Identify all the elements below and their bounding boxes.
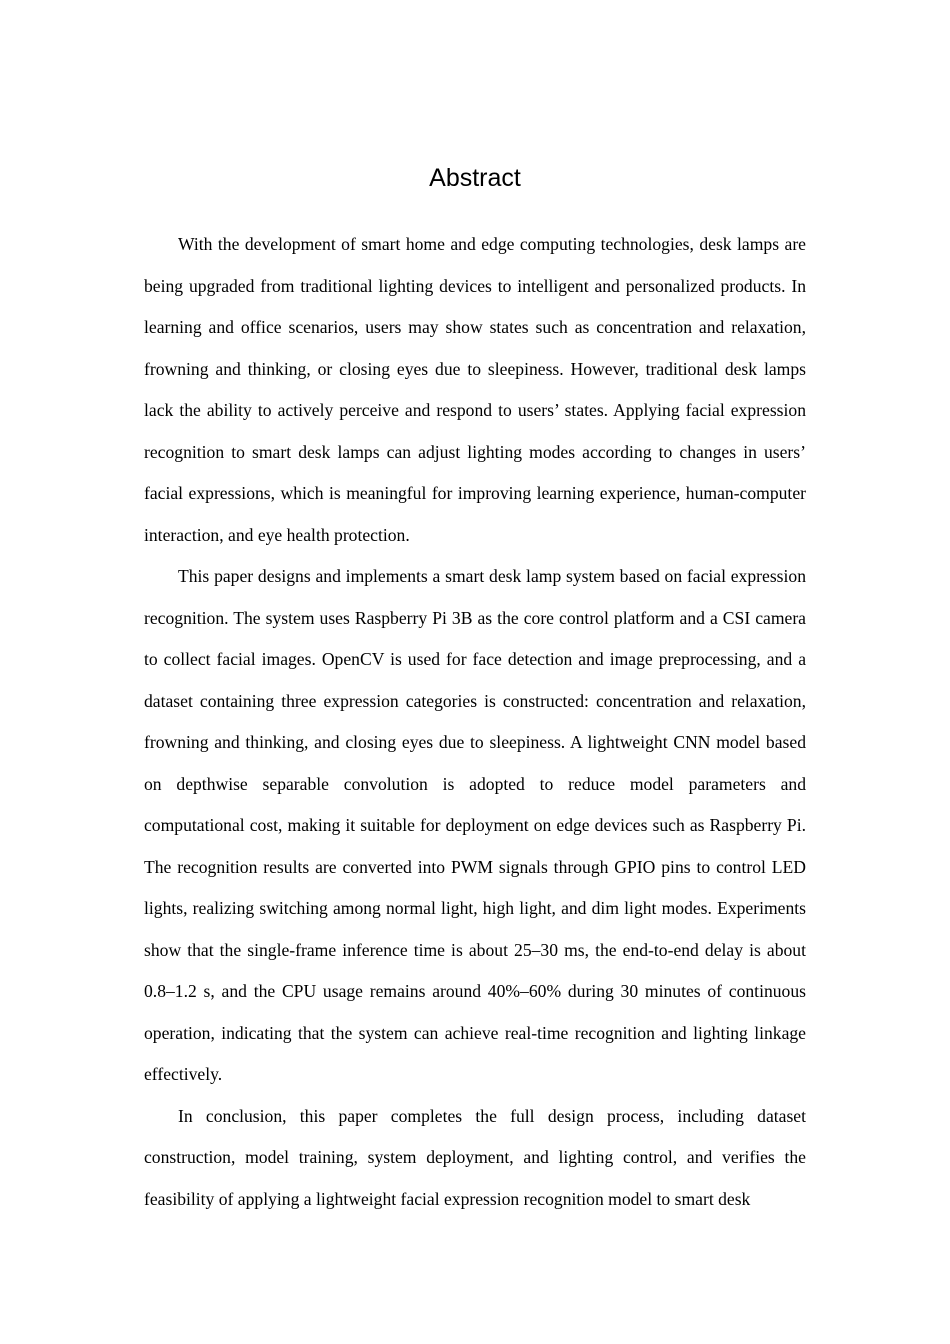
paragraph-3: In conclusion, this paper completes the full design process, including dataset construction, model training, system deployment, and lighting control, and verifies the feasibility of applying a lightweight facial expression recognition model to smart desk [144, 1105, 806, 1209]
paragraph-1: With the development of smart home and edge computing technologies, desk lamps are being upgraded from traditional lighting devices to intelligent and personalized products. In learning and office scenarios, users may show states such as concentration and relaxation, frowning and thinking, or closing eyes due to sleepiness. However, traditional desk lamps lack the ability to actively perceive and respond to users’ states. Applying facial expression recognition to smart desk lamps can adjust lighting modes according to changes in users’ facial expressions, which is meaningful for improving learning experience, human-computer interaction, and eye health protection. [144, 234, 806, 545]
paragraph-2: This paper designs and implements a smart desk lamp system based on facial expression recognition. The system uses Raspberry Pi 3B as the core control platform and a CSI camera to collect facial images. OpenCV is used for face detection and image preprocessing, and a dataset containing three expression categories is constructed: concentration and relaxation, frowning and thinking, and closing eyes due to sleepiness. A lightweight CNN model based on depthwise separable convolution is adopted to reduce model parameters and computational cost, making it suitable for deployment on edge devices such as Raspberry Pi. The recognition results are converted into PWM signals through GPIO pins to control LED lights, realizing switching among normal light, high light, and dim light modes. Experiments show that the single-frame inference time is about 25–30 ms, the end-to-end delay is about 0.8–1.2 s, and the CPU usage remains around 40%–60% during 30 minutes of continuous operation, indicating that the system can achieve real-time recognition and lighting linkage effectively. [144, 566, 806, 1084]
abstract-body [144, 224, 806, 1220]
page-title: Abstract [429, 164, 521, 192]
